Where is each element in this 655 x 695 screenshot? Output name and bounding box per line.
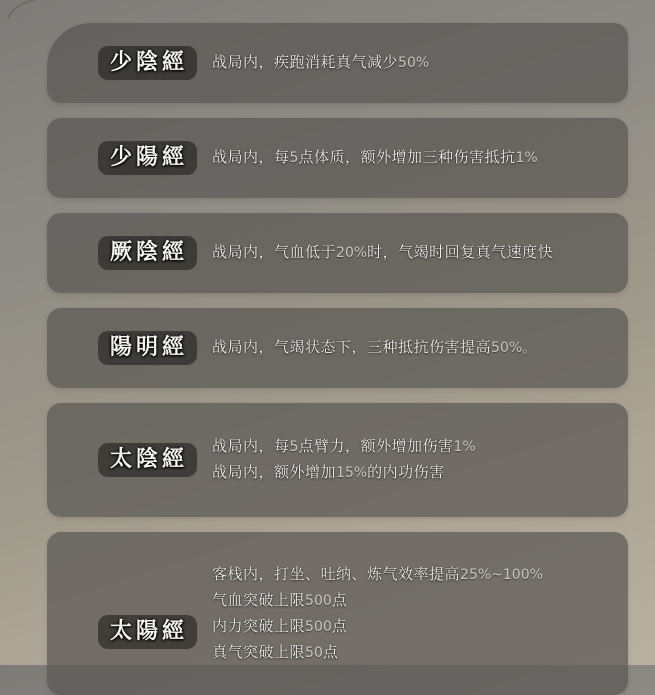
meridian-name-label: 少陽經 bbox=[98, 141, 197, 175]
effect-text: 点臂力，额外增加伤害 bbox=[298, 438, 454, 455]
meridian-card-1[interactable] bbox=[47, 23, 628, 103]
meridian-effect-description bbox=[212, 240, 553, 266]
effect-line bbox=[212, 588, 543, 614]
meridian-effect-description bbox=[212, 562, 543, 666]
effect-line bbox=[212, 460, 476, 486]
effect-value: 50% bbox=[398, 55, 430, 71]
effect-text: 点体质，额外增加三种伤害抵抗 bbox=[298, 149, 516, 166]
meridian-name-label: 少陰經 bbox=[98, 46, 197, 80]
effect-line bbox=[212, 614, 543, 640]
effect-line bbox=[212, 145, 538, 171]
effect-text: 战局内，额外增加 bbox=[212, 464, 337, 481]
effect-text: 。 bbox=[522, 339, 538, 356]
effect-text: 真气突破上限 bbox=[212, 643, 306, 661]
effect-text: 内力突破上限 bbox=[212, 617, 306, 635]
meridian-effect-description bbox=[212, 145, 538, 171]
effect-text: 战局内，疾跑消耗真气减少 bbox=[212, 54, 399, 71]
effect-text: 点 bbox=[322, 643, 339, 661]
effect-value: 5 bbox=[289, 439, 299, 455]
meridian-card-4[interactable] bbox=[47, 308, 628, 388]
meridian-name-label: 太陰經 bbox=[98, 443, 197, 477]
effect-text: 客栈内，打坐、吐纳、炼气效率提高 bbox=[212, 565, 461, 583]
meridian-card-5[interactable] bbox=[47, 403, 628, 517]
effect-text: 战局内，每 bbox=[212, 438, 290, 455]
meridian-card-6[interactable] bbox=[47, 532, 628, 695]
effect-text: 点 bbox=[331, 591, 348, 609]
effect-value: 20% bbox=[336, 245, 368, 261]
effect-line bbox=[212, 50, 429, 76]
effect-line bbox=[212, 640, 543, 666]
effect-line bbox=[212, 335, 538, 361]
effect-text: 的内功伤害 bbox=[367, 464, 445, 481]
effect-text: 战局内，气竭状态下，三种抵抗伤害提高 bbox=[212, 339, 492, 356]
meridian-name-label: 厥陰經 bbox=[98, 236, 197, 270]
effect-value: 500 bbox=[305, 592, 332, 609]
effect-value: 500 bbox=[305, 618, 332, 635]
effect-value: 50% bbox=[491, 340, 523, 356]
effect-text: 时，气竭时回复真气速度快 bbox=[367, 244, 554, 261]
effect-value: 50 bbox=[305, 644, 323, 661]
effect-text: 气血突破上限 bbox=[212, 591, 306, 609]
effect-value: 1% bbox=[515, 150, 538, 166]
meridian-card-3[interactable] bbox=[47, 213, 628, 293]
effect-line bbox=[212, 562, 543, 588]
effect-text: 战局内，气血低于 bbox=[212, 244, 337, 261]
effect-line bbox=[212, 240, 553, 266]
effect-line bbox=[212, 434, 476, 460]
effect-value: 25%~100% bbox=[460, 566, 543, 583]
meridian-effect-description bbox=[212, 434, 476, 486]
meridian-card-2[interactable] bbox=[47, 118, 628, 198]
meridian-card-list bbox=[47, 23, 628, 695]
meridian-effect-description bbox=[212, 335, 538, 361]
effect-value: 5 bbox=[289, 150, 299, 166]
effect-text: 战局内，每 bbox=[212, 149, 290, 166]
meridian-name-label: 陽明經 bbox=[98, 331, 197, 365]
meridian-name-label: 太陽經 bbox=[98, 615, 197, 649]
effect-text: 点 bbox=[331, 617, 348, 635]
effect-value: 15% bbox=[336, 465, 368, 481]
effect-value: 1% bbox=[453, 439, 476, 455]
meridian-effect-description bbox=[212, 50, 429, 76]
